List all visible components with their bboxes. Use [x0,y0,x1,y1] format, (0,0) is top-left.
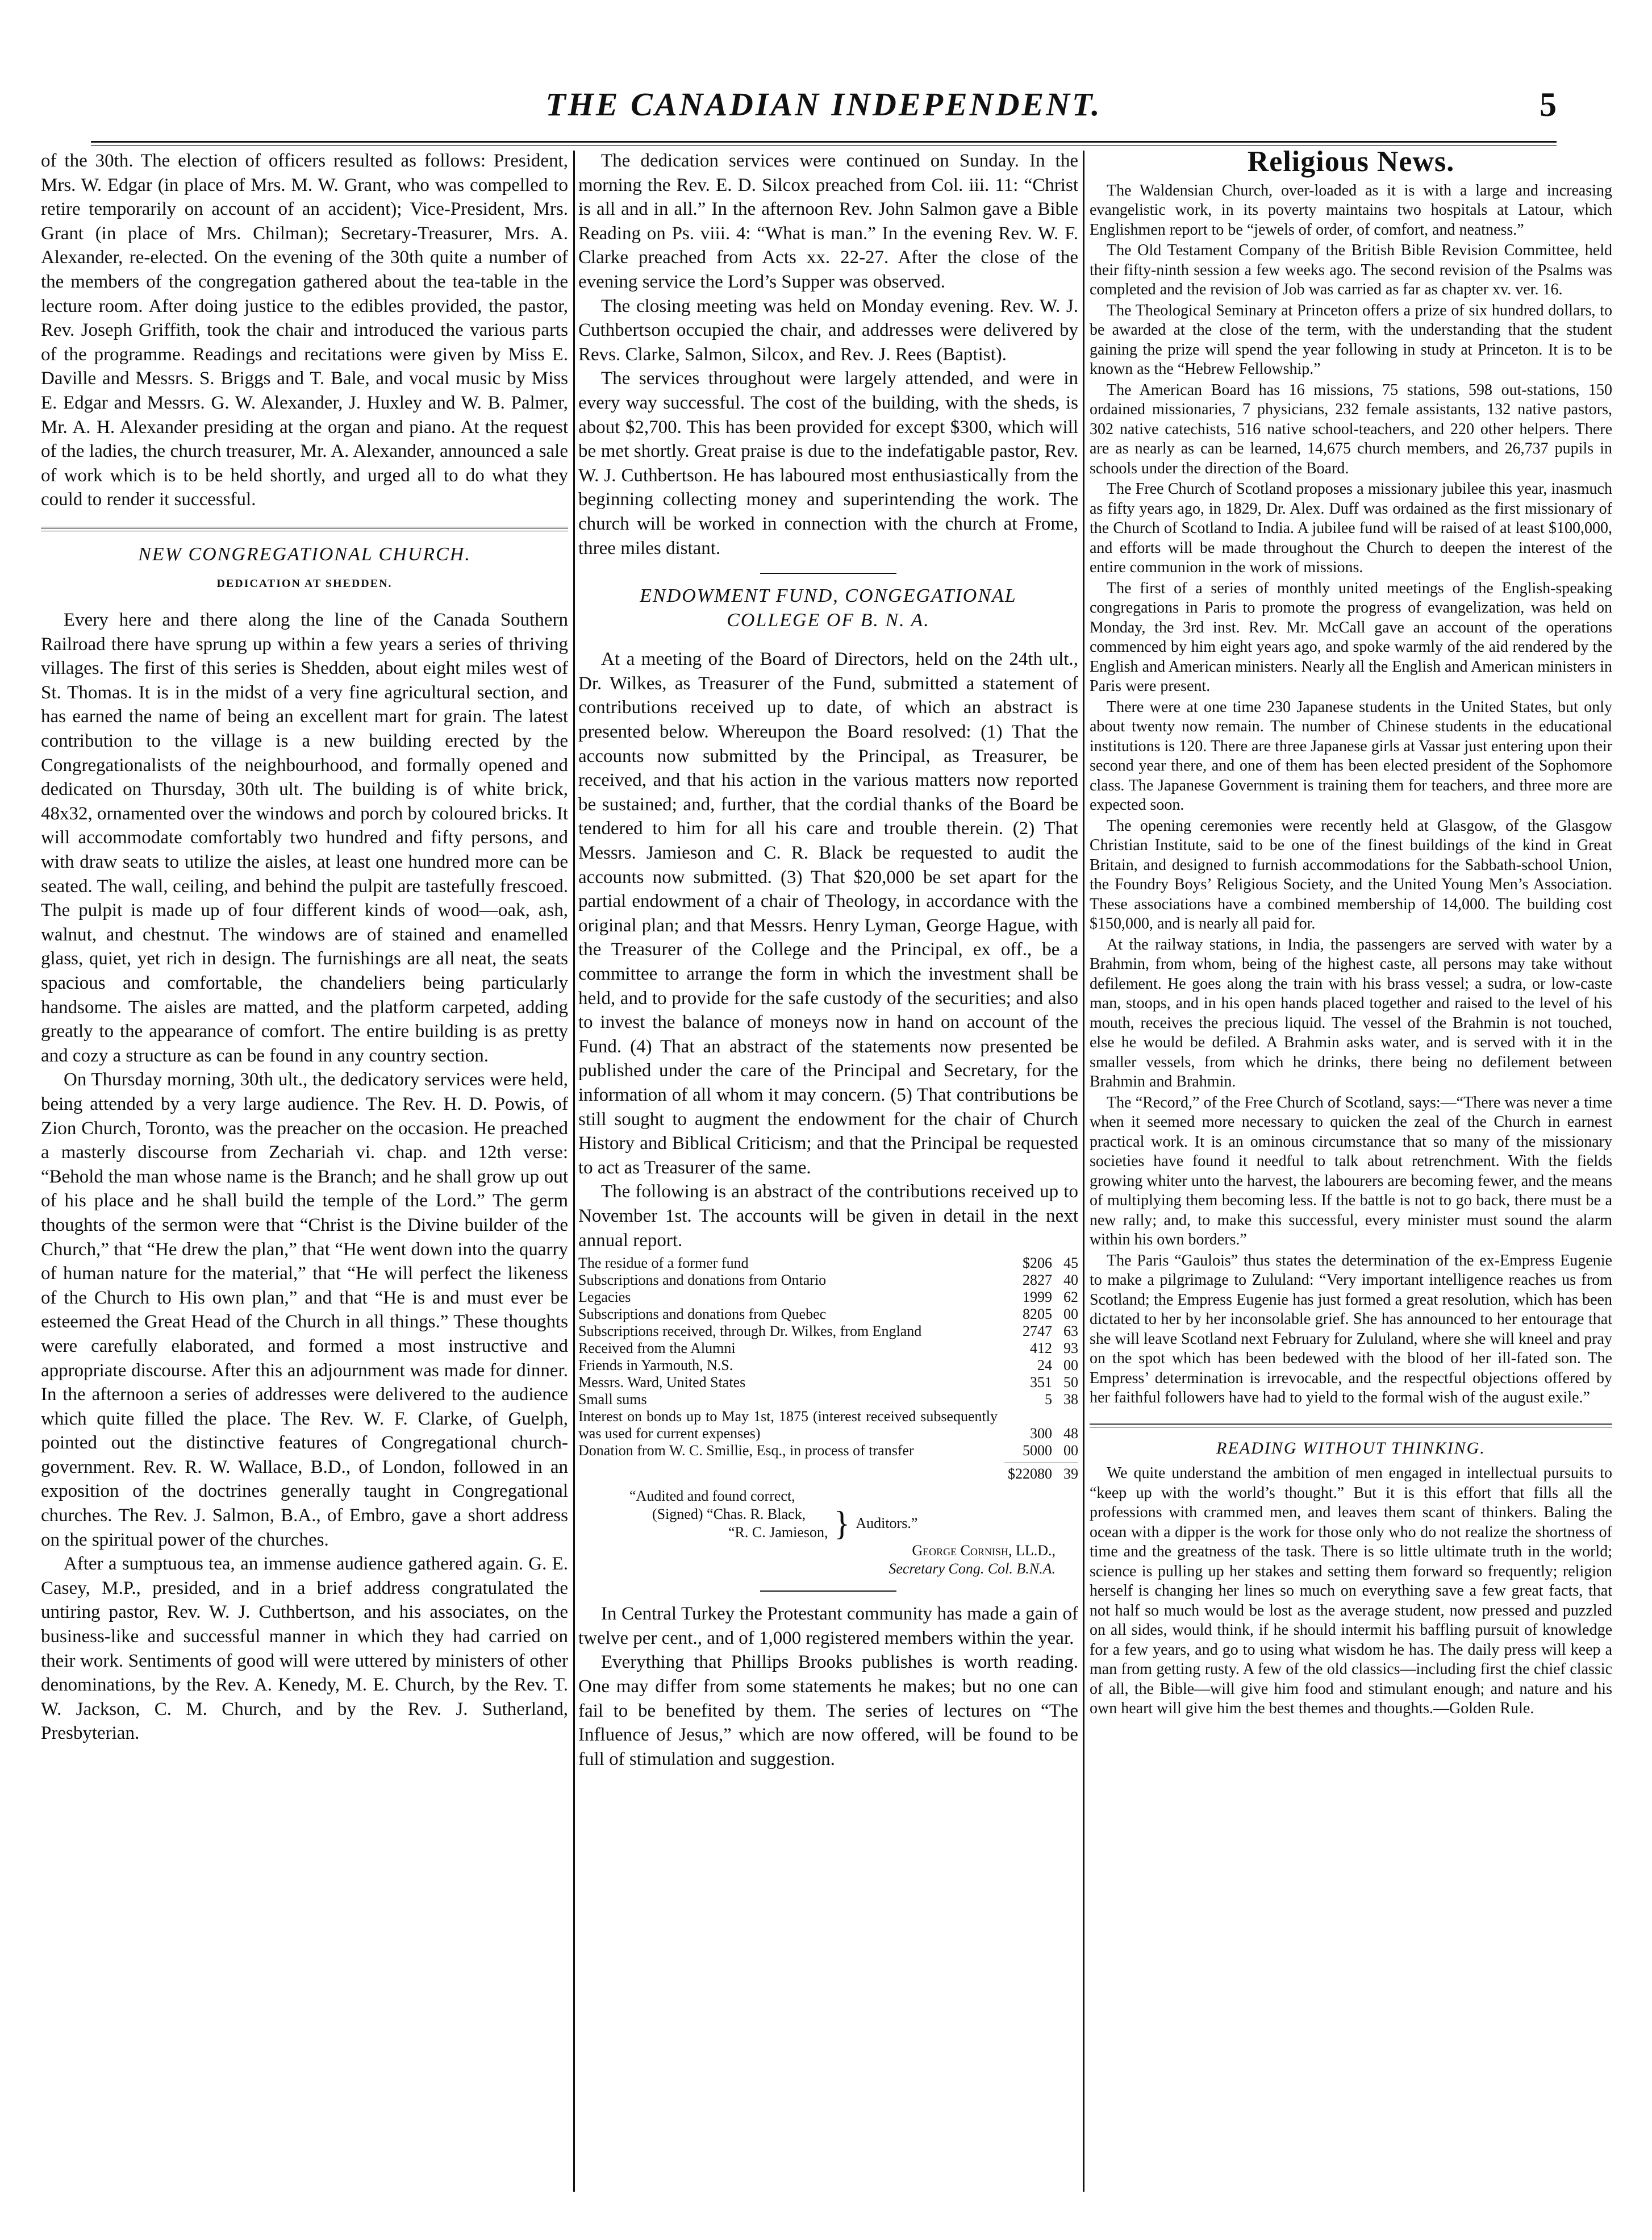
news-paragraph: Everything that Phillips Brooks publishes is worth reading. One may differ from some statements he makes; but no one can fail to be benefited by them. The series of lectures on “The Influence of Jesus,” which are now offered, will be found to be full of stimulation and suggestion. [578,1652,1078,1769]
ledger-cents: 40 [1063,1272,1078,1289]
ledger-label: Legacies [578,1289,631,1306]
masthead [91,85,1557,148]
ledger-label: Small sums [578,1391,647,1408]
header-rule-thin [91,145,1557,146]
masthead-title: THE CANADIAN INDEPENDENT. [545,86,1102,123]
ledger-label: Received from the Alumni [578,1340,736,1357]
column-divider [1083,151,1084,2192]
article-heading: ENDOWMENT FUND, CONGEGATIONAL [640,585,1017,607]
news-item: The American Board has 16 missions, 75 stations, 598 out-stations, 150 ordained missionaries, 7 physicians, 232 female assistants, 132 native pastors, 302 native catechists, 516 native school-teachers, and 220 other helpers. There are as nearly as can be learned, 14,675 church members, and 26,737 pupils in schools under the direction of the Board. [1090,381,1612,477]
news-item: The opening ceremonies were recently held at Glasgow, of the Glasgow Christian Institute, said to be one of the finest buildings of the kind in Great Britain, and designed to furnish accommodations for the Sabbath-school Union, the Foundry Boys’ Religious Society, and the United Young Men’s Association. These associations have a combined membership of 14,000. The building cost $150,000, and is nearly all paid for. [1090,817,1612,932]
religious-news-list [1090,181,1612,1408]
ledger-cents: 00 [1063,1357,1078,1374]
ledger-label: Messrs. Ward, United States [578,1374,746,1391]
news-item: The Paris “Gaulois” thus states the determination of the ex-Empress Eugenie to make a pilgrimage to Zululand: “Very important intelligence reaches us from Scotland; the Empress Eugenie has just formed a great resolution, which has been dictated to her by her inconsolable grief. She has announced to her entourage that she will leave Scotland next February for Zululand, where she will kneel and pray on the spot which has been bedewed with the blood of her ill-fated son. The Empress’ determination is irrevocable, and the respectful objections offered by her faithful followers have had to yield to the formal wish of the august exile.” [1090,1251,1612,1406]
ledger-label: Donation from W. C. Smillie, Esq., in process of transfer [578,1442,914,1459]
audit-line: “Audited and found correct, [629,1488,795,1505]
news-item: The Free Church of Scotland proposes a missionary jubilee this year, inasmuch as fifty years ago, in 1829, Dr. Alex. Duff was ordained as the first missionary of the Church of Scotland to India. A jubilee fund will be raised of at least $100,000, and efforts will be made throughout the Church to deepen the interest of the entire communion in the work of missions. [1090,480,1612,576]
auditors-label: Auditors.” [856,1515,918,1532]
article-paragraph: The services throughout were largely attended, and were in every way successful. The cost of the building, with the sheds, is about $2,700. This has been provided for except $300, which will be met shortly. Great praise is due to the indefatigable pastor, Rev. W. J. Cuthbertson. He has laboured most enthusiastically from the beginning collecting money and superintending the work. The church will be worked in connection with the church at Frome, three miles distant. [578,368,1078,559]
ledger-cents: 48 [1063,1425,1078,1442]
ledger-row [578,1408,1078,1442]
signature-title: Secretary Cong. Col. B.N.A. [888,1560,1056,1577]
contributions-table [578,1255,1078,1459]
ledger-row [578,1374,1078,1391]
news-item: The “Record,” of the Free Church of Scotland, says:—“There was never a time when it seemed more necessary to quicken the zeal of the Church in earnest practical work. It is an ominous circumstance that so many of the missionary societies have found it needful to talk about retrenchment. With the fields growing whiter unto the harvest, the labourers are becoming fewer, and the means of multiplying them becoming less. If the battle is not to go back, there must be a new rally; and, to make this successful, every minister must sound the alarm within his own borders.” [1090,1093,1612,1248]
ledger-dollars: 5000 [1023,1442,1052,1459]
ledger-dollars: 300 [1030,1425,1052,1442]
ledger-row [578,1340,1078,1357]
news-item: The Waldensian Church, over-loaded as it is with a large and increasing evangelistic work, in its poverty maintains two hospitals at Latour, which Englishmen report to be “jewels of order, of comfort, and neatness.” [1090,181,1612,239]
ledger-row [578,1323,1078,1340]
ledger-label: Friends in Yarmouth, N.S. [578,1357,733,1374]
total-dollars: $22080 [1008,1465,1052,1483]
article-heading: READING WITHOUT THINKING. [1216,1438,1486,1458]
audit-note [578,1487,1078,1578]
article-paragraph: On Thursday morning, 30th ult., the dedicatory services were held, being attended by a very large audience. The Rev. H. D. Powis, of Zion Church, Toronto, was the preacher on the occasion. He preached a masterly discourse from Zechariah vi. chap. and 12th verse: “Behold the man whose name is the Branch; and he shall grow up out of his place and he shall build the temple of the Lord.” The germ thoughts of the sermon were that “Christ is the Divine builder of the Church,” that “He drew the plan,” that “He went down into the quarry of human nature for the material,” that “He will perfect the likeness of the Church to His own plan,” and that “He is and must ever be esteemed the Great Head of the Church in all things.” These thoughts were carefully elaborated, and formed a most instructive and appropriate discourse. After this an adjournment was made for dinner. In the afternoon a series of addresses were delivered to the audience which quite filled the place. The Rev. W. F. Clarke, of Guelph, pointed out the distinctive features of Congregational church-government. Rev. R. W. Wallace, B.D., of London, followed in an exposition of the doctrines generally taught in Congregational churches. The Rev. J. Salmon, B.A., of Embro, gave a short address on the spiritual power of the churches. [41,1069,568,1550]
ledger-label: Subscriptions and donations from Ontario [578,1272,827,1289]
page-number: 5 [1540,86,1557,123]
ledger-row [578,1272,1078,1289]
section-divider [41,527,568,531]
ledger-label: Interest on bonds up to May 1st, 1875 (interest received subsequently was used for current expenses) [578,1408,998,1442]
section-divider [760,573,896,574]
news-item: The Old Testament Company of the British Bible Revision Committee, held their fifty-ninth session a few weeks ago. The second revision of the Psalms was completed and the revision of Job was carried as far as chapter xv. ver. 16. [1090,242,1612,298]
article-heading-line-2: COLLEGE OF B. N. A. [727,609,930,631]
ledger-dollars: 1999 [1023,1289,1052,1306]
column-1 [41,149,568,2206]
section-divider [760,1591,896,1592]
header-rule [91,141,1557,143]
column-2 [578,149,1078,2206]
auditor-name: (Signed) “Chas. R. Black, [652,1506,806,1523]
article-heading: NEW CONGREGATIONAL CHURCH. [138,543,471,565]
ledger-label: Subscriptions and donations from Quebec [578,1306,827,1323]
ledger-dollars: 351 [1030,1374,1052,1391]
article-paragraph: After a sumptuous tea, an immense audience gathered again. G. E. Casey, M.P., presided, and in a brief address congratulated the untiring pastor, Rev. W. J. Cuthbertson, and his associates, on the business-like and successful manner in which they had carried on their work. Sentiments of good will were uttered by ministers of other denominations, by the Rev. A. Kenedy, M. E. Church, by the Rev. T. W. Jackson, C. M. Church, and by the Rev. J. Sutherland, Presbyterian. [41,1554,568,1744]
article-paragraph: of the 30th. The election of officers resulted as follows: President, Mrs. W. Edgar (in place of Mrs. M. W. Grant, who was compelled to retire temporarily on account of an accident); Vice-President, Mrs. Grant (in place of Mrs. Chilman); Secretary-Treasurer, Mrs. A. Alexander, re-elected. On the evening of the 30th quite a number of the members of the congregation gathered about the tea-table in the lecture room. After doing justice to the edibles provided, the pastor, Rev. Joseph Griffith, took the chair and introduced the various parts of the programme. Readings and recitations were given by Miss E. Daville and Messrs. S. Briggs and T. Bale, and vocal music by Miss E. Edgar and Messrs. G. W. Alexander, J. Huxley and W. B. Palmer, Mr. A. H. Alexander presiding at the organ and piano. At the request of the ladies, the church treasurer, Mr. A. Alexander, announced a sale of work which is to be held shortly, and urged all to do what they could to render it successful. [41,151,568,510]
ledger-dollars: 2827 [1023,1272,1052,1289]
ledger-dollars: 2747 [1023,1323,1052,1340]
ledger-dollars: 24 [1037,1357,1052,1374]
ledger-row [578,1289,1078,1306]
ledger-cents: 93 [1063,1340,1078,1357]
ledger-cents: 00 [1063,1442,1078,1459]
ledger-dollars: $206 [1023,1255,1052,1272]
ledger-cents: 63 [1063,1323,1078,1340]
column-divider [573,151,575,2192]
ledger-row [578,1255,1078,1272]
news-item: At the railway stations, in India, the passengers are served with water by a Brahmin, from whom, being of the highest caste, all persons may take without defilement. He goes along the train with his brass vessel; a sudra, or low-caste man, stoops, and in his open hands placed together and raised to the level of his mouth, receives the precious liquid. The vessel of the Brahmin is not touched, else he would be defiled. A Brahmin asks water, and is served with it in the smaller vessels, from which he drinks, there being no defilement between Brahmin and Brahmin. [1090,935,1612,1090]
ledger-row [578,1306,1078,1323]
signature-name: George Cornish, LL.D., [912,1542,1056,1559]
ledger-row [578,1442,1078,1459]
ledger-cents: 62 [1063,1289,1078,1306]
ledger-label: The residue of a former fund [578,1255,749,1272]
auditor-name: “R. C. Jamieson, [728,1524,828,1541]
ledger-row [578,1357,1078,1374]
total-cents: 39 [1063,1465,1078,1483]
ledger-dollars: 5 [1045,1391,1052,1408]
ledger-cents: 38 [1063,1391,1078,1408]
news-item: The first of a series of monthly united meetings of the English-speaking congregations in Paris to promote the progress of evangelization, was held on Monday, the 3rd inst. Rev. Mr. McCall gave an account of the operations commenced by him eight years ago, and spoke warmly of the aid rendered by the English and American ministers. Nearly all the English and American ministers in Paris were present. [1090,579,1612,695]
news-item: The Theological Seminary at Princeton offers a prize of six hundred dollars, to be awarded at the close of the term, with the understanding that the student gaining the prize will spend the year following in study at Princeton. It is to be known as the “Hebrew Fellowship.” [1090,301,1612,378]
column-3 [1090,149,1612,2206]
ledger-cents: 45 [1063,1255,1078,1272]
article-paragraph: The following is an abstract of the contributions received up to November 1st. The accounts will be given in detail in the next annual report. [578,1181,1078,1251]
ledger-label: Subscriptions received, through Dr. Wilkes, from England [578,1323,922,1340]
article-paragraph: We quite understand the ambition of men engaged in intellectual pursuits to “keep up with the world’s thought.” But it is this effort that fills all the professions with crammed men, and leaves them scant of thinkers. Baling the ocean with a dipper is the work for those only who do not realize the shortness of time and the greatness of the task. There is so little ultimate truth in the world; science is pulling up her stakes and setting them forward so frequently; religion herself is changing her lines so much on everything save a few great facts, that not half so much would be lost as the average student, now pressed and puzzled on all sides, would think, if he should intermit his baffling pursuit of knowledge for a few years, and go to using what wisdom he has. The daily press will keep a man from getting rusty. A few of the old classics—including first the chief classic of all, the Bible—will give him food and stimulant enough; and nature and his own heart will give him the best themes and thoughts.—Golden Rule. [1090,1464,1612,1717]
news-paragraph: In Central Turkey the Protestant community has made a gain of twelve per cent., and of 1,000 registered members within the year. [578,1604,1078,1648]
section-heading: Religious News. [1247,149,1455,178]
section-divider [1090,1423,1612,1427]
ledger-cents: 50 [1063,1374,1078,1391]
brace-glyph: } [833,1505,850,1543]
article-subheading: DEDICATION AT SHEDDEN. [216,577,393,590]
ledger-dollars: 412 [1030,1340,1052,1357]
article-paragraph: The closing meeting was held on Monday evening. Rev. W. J. Cuthbertson occupied the chair, and addresses were delivered by Revs. Clarke, Salmon, Silcox, and Rev. J. Rees (Baptist). [578,295,1078,365]
news-item: There were at one time 230 Japanese students in the United States, but only about twenty now remain. The number of Chinese students in the educational institutions is 120. There are three Japanese girls at Vassar just entering upon their second year there, and one of them has been elected president of the Sophomore class. The Japanese Government is training them for teachers, and three more are expected soon. [1090,698,1612,814]
article-paragraph: Every here and there along the line of the Canada Southern Railroad there have sprung up within a few years a series of thriving villages. The first of this series is Shedden, about eight miles west of St. Thomas. It is in the midst of a very fine agricultural section, and has earned the name of being an excellent mart for grain. The latest contribution to the village is a new building erected by the Congregationalists of the neighbourhood, and formally opened and dedicated on Thursday, 30th ult. The building is of white brick, 48x32, ornamented over the windows and porch by coloured bricks. It will accommodate comfortably two hundred and fifty persons, and with draw seats to utilize the aisles, at least one hundred more can be seated. The wall, ceiling, and behind the pulpit are tastefully frescoed. The pulpit is made up of four different kinds of wood—oak, ash, walnut, and chestnut. The windows are of stained and enamelled glass, quiet, yet rich in design. The furnishings are all neat, the seats spacious and comfortable, the chandeliers being particularly handsome. The aisles are matted, and the platform carpeted, adding greatly to the appearance of comfort. The entire building is as pretty and cozy a structure as can be found in any country section. [41,610,568,1066]
ledger-row [578,1391,1078,1408]
article-paragraph: At a meeting of the Board of Directors, held on the 24th ult., Dr. Wilkes, as Treasurer of the Fund, submitted a statement of contributions received up to date, of which an abstract is presented below. Whereupon the Board resolved: (1) That the accounts now submitted by the Principal, as Treasurer, be received, and that his action in the various matters now reported be sustained; and, further, that the cordial thanks of the Board be tendered to him for all his care and trouble therein. (2) That Messrs. Jamieson and C. R. Black be requested to audit the accounts now submitted. (3) That $20,000 be set apart for the partial endowment of a chair of Theology, in accordance with the original plan; and that Messrs. Henry Lyman, George Hague, with the Treasurer of the College and the Principal, ex off., be a committee to arrange the form in which the investment shall be held, and to provide for the safe custody of the securities; and also to invest the balance of moneys now in hand on account of the Fund. (4) That an abstract of the statements now presented be published under the care of the Principal and Secretary, for the information of all whom it may concern. (5) That contributions be still sought to augment the endowment for the chair of Church History and Biblical Criticism; and that the Principal be requested to act as Treasurer of the same. [578,649,1078,1178]
ledger-cents: 00 [1063,1306,1078,1323]
contributions-total [578,1465,1078,1483]
ledger-dollars: 8205 [1023,1306,1052,1323]
article-paragraph: The dedication services were continued on Sunday. In the morning the Rev. E. D. Silcox preached from Col. iii. 11: “Christ is all and in all.” In the afternoon Rev. John Salmon gave a Bible Reading on Ps. viii. 4: “What is man.” In the evening Rev. W. F. Clarke preached from Acts xx. 22-27. After the close of the evening service the Lord’s Supper was observed. [578,151,1078,292]
